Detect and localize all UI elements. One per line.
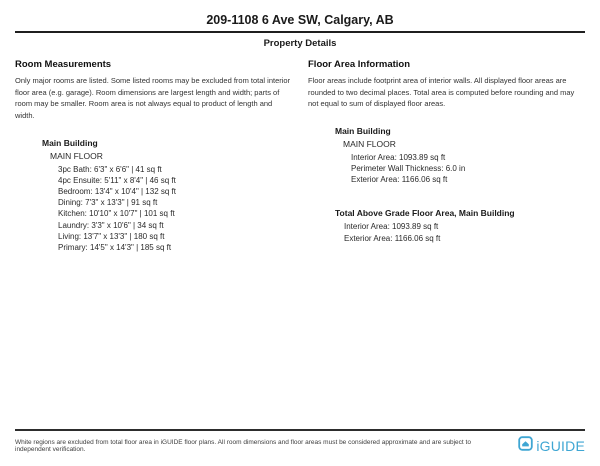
iguide-logo (518, 436, 585, 456)
room-item: Primary: 14'5" x 14'3" | 185 sq ft (58, 242, 172, 252)
building-name: Main Building (42, 137, 98, 148)
room-measurements-building-section (15, 138, 292, 254)
room-item: 4pc Ensuite: 5'11" x 8'4" | 46 sq ft (58, 175, 176, 185)
page-footer (15, 429, 585, 456)
room-measurements-heading: Room Measurements (15, 59, 112, 70)
floor-area-description: Floor areas include footprint area of interior walls. All displayed floor areas are rounded to two decimal places. Total area is computed before rounding and may not equal to sum of displayed floor areas. (308, 76, 575, 109)
iguide-logo-text: iGUIDE (536, 438, 585, 454)
floor-area-list (335, 152, 585, 186)
header-divider (15, 31, 585, 33)
floor-name: MAIN FLOOR (343, 138, 396, 149)
floor-area-item: Perimeter Wall Thickness: 6.0 in (351, 164, 466, 174)
room-item: Bedroom: 13'4" x 10'4" | 132 sq ft (58, 186, 176, 196)
floor-name: MAIN FLOOR (50, 150, 103, 161)
room-list (42, 164, 292, 254)
floor-area-building-section (308, 126, 585, 186)
footer-disclaimer: White regions are excluded from total floor area in iGUIDE floor plans. All room dimensions and floor areas must be considered approximate and are subject to independent verification. (15, 439, 471, 453)
page-header (0, 0, 600, 49)
building-name: Main Building (335, 125, 391, 136)
iguide-logo-icon (518, 436, 533, 456)
total-floor-area-list (335, 221, 585, 243)
room-item: Living: 13'7" x 13'3" | 180 sq ft (58, 231, 165, 241)
floor-area-item: Exterior Area: 1166.06 sq ft (351, 175, 448, 185)
room-item: Laundry: 3'3" x 10'6" | 34 sq ft (58, 220, 164, 230)
room-measurements-description: Only major rooms are listed. Some listed rooms may be excluded from total interior floor area (e.g. garage). Room dimensions are largest length and width; parts of room may be smaller. Room area is not always equal to product of length and width. (15, 76, 291, 120)
content-columns (0, 59, 600, 253)
total-floor-area-item: Interior Area: 1093.89 sq ft (344, 222, 439, 232)
page-title: 209-1108 6 Ave SW, Calgary, AB (206, 13, 394, 27)
page-subtitle: Property Details (263, 38, 337, 49)
total-floor-area-item: Exterior Area: 1166.06 sq ft (344, 233, 441, 243)
total-floor-area-section (308, 208, 585, 243)
floor-area-column (308, 59, 585, 253)
room-item: 3pc Bath: 6'3" x 6'6" | 41 sq ft (58, 164, 162, 174)
floor-area-heading: Floor Area Information (308, 59, 411, 70)
room-item: Dining: 7'3" x 13'3" | 91 sq ft (58, 198, 158, 208)
room-item: Kitchen: 10'10" x 10'7" | 101 sq ft (58, 209, 175, 219)
floor-area-item: Interior Area: 1093.89 sq ft (351, 152, 446, 162)
total-floor-area-heading: Total Above Grade Floor Area, Main Building (335, 208, 515, 219)
room-measurements-column (15, 59, 292, 253)
